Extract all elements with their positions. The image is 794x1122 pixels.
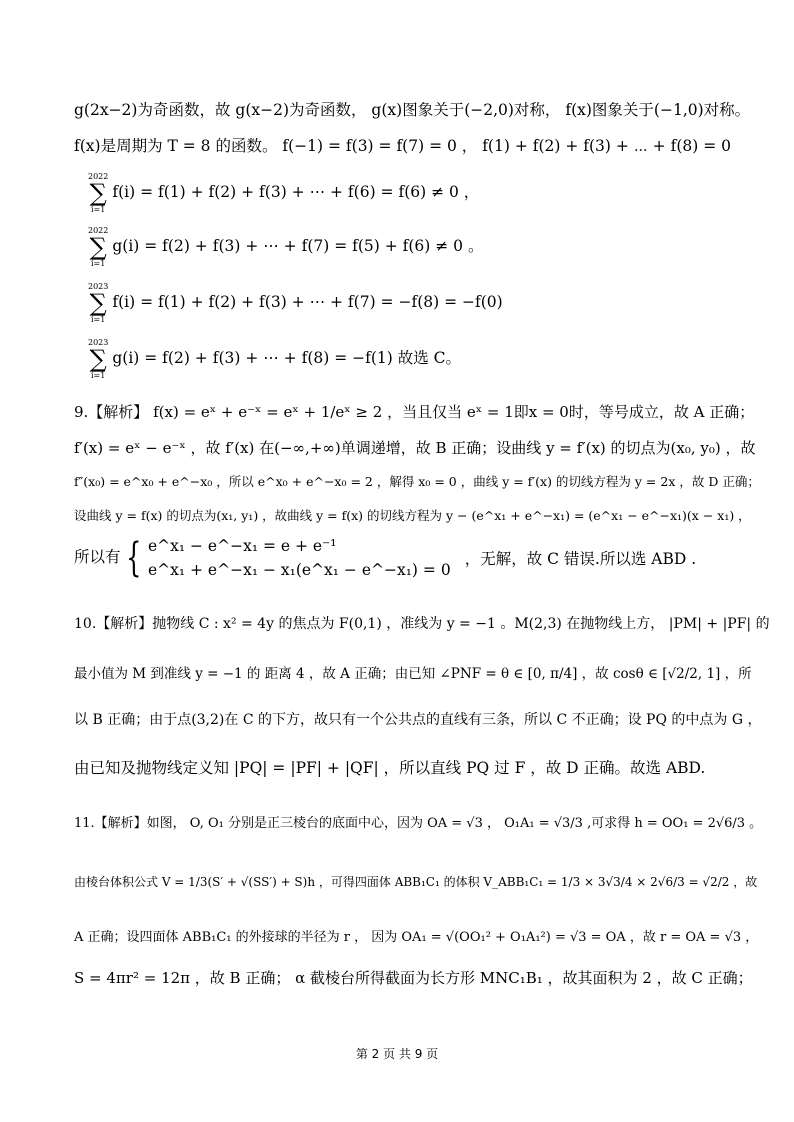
solution-11-line: S = 4πr² = 12π ，故 B 正确； α 截棱台所得截面为长方形 MNC₁B₁ ，故其面积为 2 ，故 C 正确；: [74, 969, 753, 987]
solution-9-line: f′(x) = eˣ − e⁻ˣ ，故 f′(x) 在(−∞,+∞)单调递增，故 B 正确；设曲线 y = f′(x) 的切点为(x₀, y₀) ，故: [74, 439, 756, 457]
sum-formula: 2023 ∑ i=1 g(i) = f(2) + f(3) + ⋯ + f(8) = −f(1) 故选 C。: [88, 338, 462, 380]
solution-9-line: 9.【解析】 f(x) = eˣ + e⁻ˣ = eˣ + 1/eˣ ≥ 2 ，当且仅当 eˣ = 1即x = 0时，等号成立，故 A 正确；: [74, 403, 755, 421]
sum-formula: 2023 ∑ i=1 f(i) = f(1) + f(2) + f(3) + ⋯ + f(7) = −f(8) = −f(0): [88, 282, 503, 324]
sum-formula: 2022 ∑ i=1 g(i) = f(2) + f(3) + ⋯ + f(7) = f(5) + f(6) ≠ 0 。: [88, 226, 484, 268]
equation-system: 所以有 { e^x₁ − e^−x₁ = e + e⁻¹ e^x₁ + e^−x₁ − x₁(e^x₁ − e^−x₁) = 0 ，无解，故 C 错误.所以选 ABD .: [74, 535, 697, 581]
page-footer: 第 2 页 共 9 页: [355, 1047, 439, 1061]
solution-9-line: 设曲线 y = f(x) 的切点为(x₁, y₁) ，故曲线 y = f(x) 的切线方程为 y − (e^x₁ + e^−x₁) = (e^x₁ − e^−x₁)(x − x₁) ，: [74, 508, 751, 523]
solution-10-line: 以 B 正确；由于点(3,2)在 C 的下方，故只有一个公共点的直线有三条，所以 C 不正确；设 PQ 的中点为 G ，: [74, 712, 762, 728]
sum-formula: 2022 ∑ i=1 f(i) = f(1) + f(2) + f(3) + ⋯ + f(6) = f(6) ≠ 0 ，: [88, 172, 480, 214]
text-line: g(2x−2)为奇函数，故 g(x−2)为奇函数， g(x)图象关于(−2,0)对称， f(x)图象关于(−1,0)对称。: [74, 101, 751, 119]
solution-10-line: 由已知及抛物线定义知 |PQ| = |PF| + |QF| ，所以直线 PQ 过 F ，故 D 正确。故选 ABD.: [74, 759, 706, 777]
solution-10-line: 10.【解析】抛物线 C : x² = 4y 的焦点为 F(0,1) ，准线为 y = −1 。M(2,3) 在抛物线上方， |PM| + |PF| 的: [74, 616, 770, 632]
text-line: f(x)是周期为 T = 8 的函数。 f(−1) = f(3) = f(7) = 0 ， f(1) + f(2) + f(3) + ⋯ + f(8) = 0: [74, 137, 731, 155]
solution-11-line: A 正确；设四面体 ABB₁C₁ 的外接球的半径为 r ， 因为 OA₁ = √(OO₁² + O₁A₁²) = √3 = OA ，故 r = OA = √3 ，: [74, 930, 759, 945]
solution-11-line: 由棱台体积公式 V = 1/3(S′ + √(SS′) + S)h ，可得四面体 ABB₁C₁ 的体积 V_ABB₁C₁ = 1/3 × 3√3/4 × 2√6/3 = √2/2 ，故: [74, 875, 758, 889]
solution-9-line: f″(x₀) = e^x₀ + e^−x₀ ，所以 e^x₀ + e^−x₀ = 2 ，解得 x₀ = 0 ，曲线 y = f′(x) 的切线方程为 y = 2x ，故 D 正确；: [74, 474, 760, 489]
solution-11-line: 11.【解析】如图， O, O₁ 分别是正三棱台的底面中心，因为 OA = √3 ， O₁A₁ = √3/3 ,可求得 h = OO₁ = 2√6/3 。: [74, 816, 763, 831]
solution-10-line: 最小值为 M 到准线 y = −1 的 距离 4 ，故 A 正确；由已知 ∠PNF = θ ∈ [0, π/4] ，故 cosθ ∈ [√2/2, 1] ，所: [74, 666, 752, 682]
